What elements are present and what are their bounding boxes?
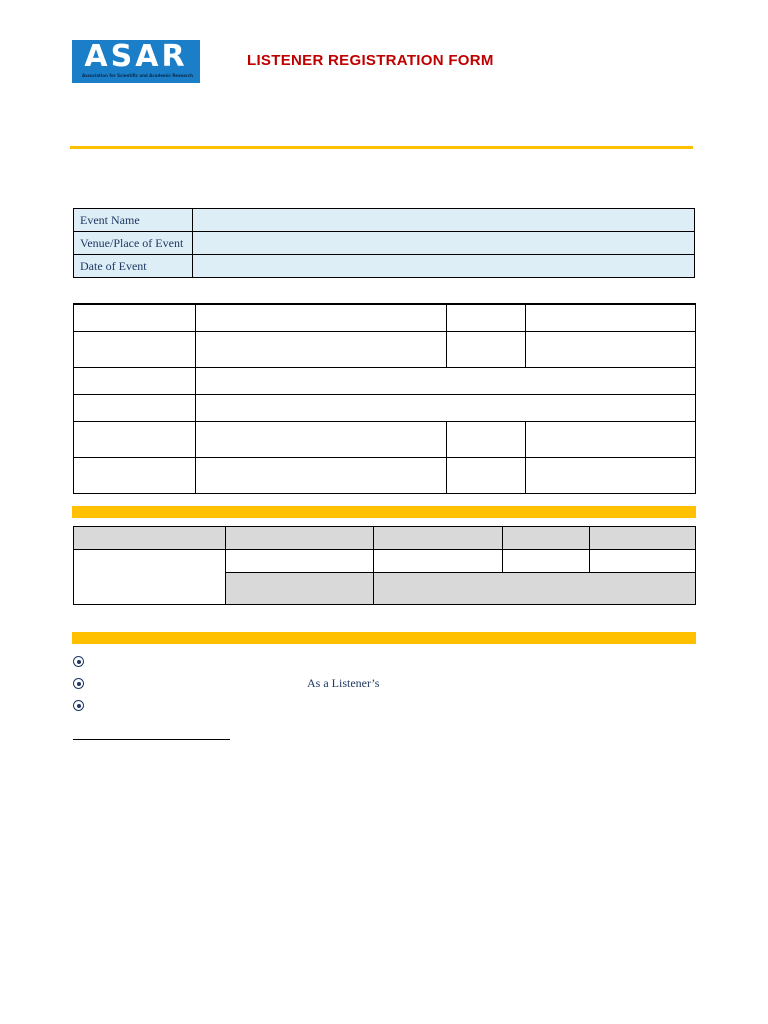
event-date-label: Date of Event	[74, 255, 193, 278]
venue-label: Venue/Place of Event	[74, 232, 193, 255]
fee-header-cell	[503, 527, 590, 550]
info-field-cell[interactable]	[526, 331, 696, 367]
section-bar-fee	[72, 506, 696, 518]
venue-field[interactable]	[193, 232, 695, 255]
info-label-cell	[74, 394, 196, 421]
info-field-cell[interactable]	[196, 367, 696, 394]
fee-header-cell	[590, 527, 696, 550]
event-date-field[interactable]	[193, 255, 695, 278]
table-row	[74, 232, 695, 255]
table-row	[74, 331, 696, 367]
table-row	[74, 394, 696, 421]
fee-details-table	[73, 526, 696, 605]
info-label-cell	[447, 331, 526, 367]
fee-field-cell[interactable]	[226, 550, 374, 573]
listener-info-table	[73, 303, 696, 494]
logo-wordmark: ASAR	[84, 39, 188, 74]
logo-tagline: Association for Scientific and Academic Research	[82, 73, 193, 78]
table-row	[74, 209, 695, 232]
info-label-cell	[74, 304, 196, 331]
info-label-cell	[74, 457, 196, 493]
info-label-cell	[74, 331, 196, 367]
asar-logo	[72, 40, 200, 83]
fee-field-cell[interactable]	[374, 550, 503, 573]
radio-bullet-icon	[73, 678, 84, 689]
radio-bullet-icon	[73, 656, 84, 667]
fee-label-cell	[226, 573, 374, 605]
info-label-cell	[74, 367, 196, 394]
fee-label-cell	[74, 550, 226, 605]
section-bar-declaration	[72, 632, 696, 644]
fee-header-cell	[226, 527, 374, 550]
declaration-text: As a Listener’s	[307, 676, 380, 690]
info-field-cell[interactable]	[196, 331, 447, 367]
fee-header-cell	[374, 527, 503, 550]
signature-line	[73, 739, 230, 740]
table-row	[74, 421, 696, 457]
table-row	[74, 367, 696, 394]
info-field-cell[interactable]	[196, 304, 447, 331]
table-row	[74, 550, 696, 573]
info-label-cell	[447, 457, 526, 493]
event-name-field[interactable]	[193, 209, 695, 232]
info-field-cell[interactable]	[526, 421, 696, 457]
table-row	[74, 255, 695, 278]
fee-field-cell[interactable]	[374, 573, 696, 605]
info-field-cell[interactable]	[196, 394, 696, 421]
info-field-cell[interactable]	[196, 421, 447, 457]
page-title: LISTENER REGISTRATION FORM	[247, 52, 494, 69]
header-divider	[70, 146, 693, 149]
info-label-cell	[74, 421, 196, 457]
info-field-cell[interactable]	[526, 304, 696, 331]
radio-bullet-icon	[73, 700, 84, 711]
info-label-cell	[447, 421, 526, 457]
info-label-cell	[447, 304, 526, 331]
table-row	[74, 304, 696, 331]
fee-field-cell[interactable]	[590, 550, 696, 573]
event-name-label: Event Name	[74, 209, 193, 232]
fee-header-cell	[74, 527, 226, 550]
fee-field-cell[interactable]	[503, 550, 590, 573]
event-details-table	[73, 208, 695, 278]
info-field-cell[interactable]	[196, 457, 447, 493]
table-row	[74, 527, 696, 550]
info-field-cell[interactable]	[526, 457, 696, 493]
table-row	[74, 457, 696, 493]
